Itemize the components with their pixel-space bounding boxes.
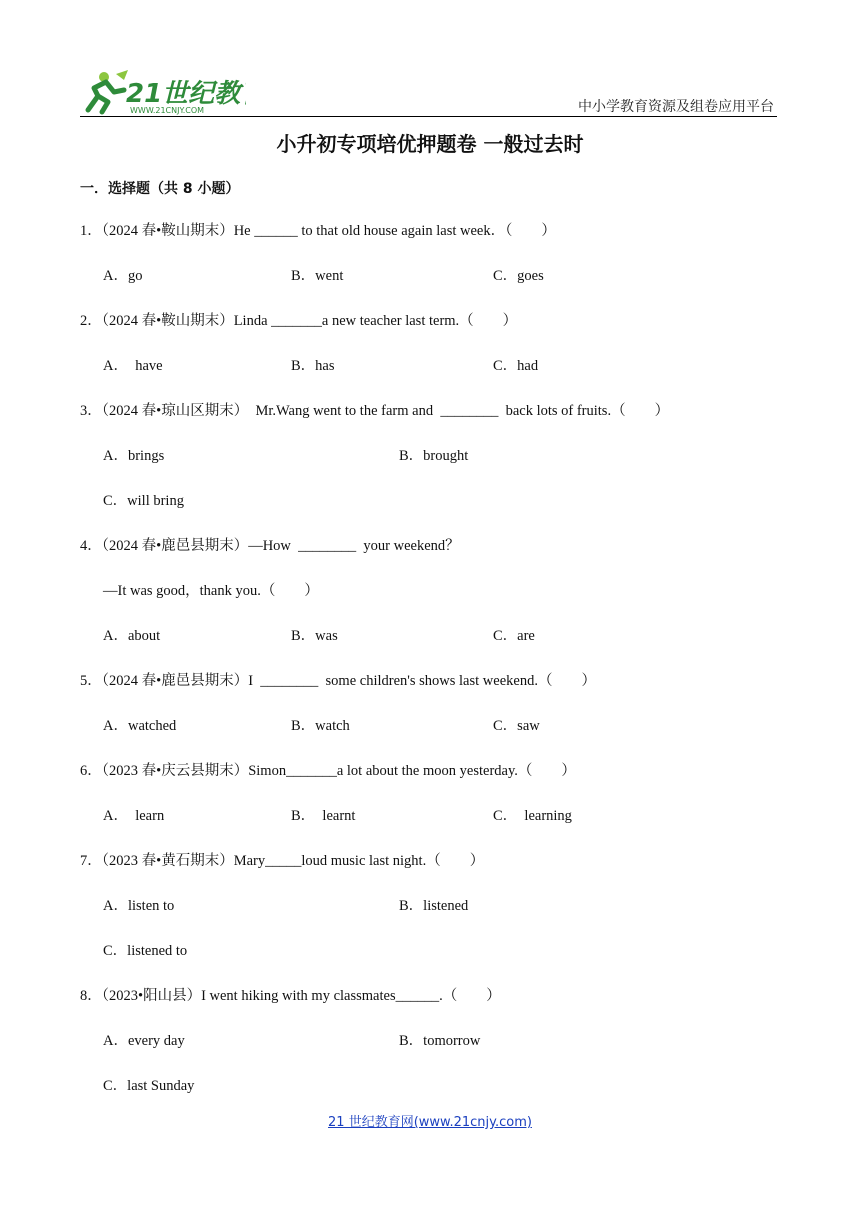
question-3-option-a[interactable]: A．brings [103, 448, 165, 464]
question-7-stem: 7．（2023 春•黄石期末）Mary_____loud music last night.（ ） [80, 853, 485, 869]
question-2-option-c[interactable]: C．had [493, 358, 539, 374]
section-heading: 一．选择题（共 8 小题） [80, 181, 240, 197]
question-8-option-c[interactable]: C．last Sunday [103, 1078, 195, 1094]
question-5-stem: 5．（2024 春•鹿邑县期末）I ________ some children's shows last weekend.（ ） [80, 673, 596, 689]
question-3-option-b[interactable]: B．brought [399, 448, 469, 464]
question-8-option-b[interactable]: B．tomorrow [399, 1033, 481, 1049]
question-8-stem: 8．（2023•阳山县）I went hiking with my classmates______.（ ） [80, 988, 501, 1004]
page-title: 小升初专项培优押题卷 一般过去时 [276, 132, 584, 156]
question-4-stem-line-2: —It was good，thank you.（ ） [103, 583, 319, 599]
question-4-option-b[interactable]: B．was [291, 628, 338, 644]
question-1-option-a[interactable]: A．go [103, 268, 143, 284]
question-5-option-b[interactable]: B．watch [291, 718, 350, 734]
question-6-option-a[interactable]: A． learn [103, 808, 165, 824]
question-2-stem: 2．（2024 春•鞍山期末）Linda _______a new teacher last term.（ ） [80, 313, 518, 329]
logo [80, 66, 246, 116]
svg-text:21世纪教育: 21世纪教 [126, 79, 241, 109]
question-8-option-a[interactable]: A．every day [103, 1033, 185, 1049]
question-6-option-b[interactable]: B． learnt [291, 808, 356, 824]
question-1-option-c[interactable]: C．goes [493, 268, 544, 284]
question-4-option-a[interactable]: A．about [103, 628, 161, 644]
question-4-stem: 4．（2024 春•鹿邑县期末）—How ________ your weekend？ [80, 538, 460, 554]
question-7-option-b[interactable]: B．listened [399, 898, 469, 914]
question-2-option-a[interactable]: A． have [103, 358, 163, 374]
question-2-option-b[interactable]: B．has [291, 358, 335, 374]
question-7-option-c[interactable]: C．listened to [103, 943, 188, 959]
question-4-option-c[interactable]: C．are [493, 628, 535, 644]
question-3-option-c[interactable]: C．will bring [103, 493, 184, 509]
platform-label: 中小学教育资源及组卷应用平台 [578, 99, 774, 115]
svg-text:WWW.21CNJY.COM: WWW.21CNJY.COM [130, 106, 205, 115]
question-6-option-c[interactable]: C． learning [493, 808, 572, 824]
question-1-option-b[interactable]: B．went [291, 268, 344, 284]
header-divider [80, 116, 777, 117]
question-7-option-a[interactable]: A．listen to [103, 898, 175, 914]
question-5-option-c[interactable]: C．saw [493, 718, 540, 734]
question-6-stem: 6．（2023 春•庆云县期末）Simon_______a lot about the moon yesterday.（ ） [80, 763, 576, 779]
runner-icon [88, 70, 128, 112]
question-1-stem: 1．（2024 春•鞍山期末）He ______ to that old house again last week．（ ） [80, 223, 556, 239]
question-3-stem: 3．（2024 春•琼山区期末） Mr.Wang went to the farm and ________ back lots of fruits.（ ） [80, 403, 670, 419]
footer-link[interactable]: 21 世纪教育网(www.21cnjy.com) [328, 1115, 532, 1130]
question-5-option-a[interactable]: A．watched [103, 718, 177, 734]
